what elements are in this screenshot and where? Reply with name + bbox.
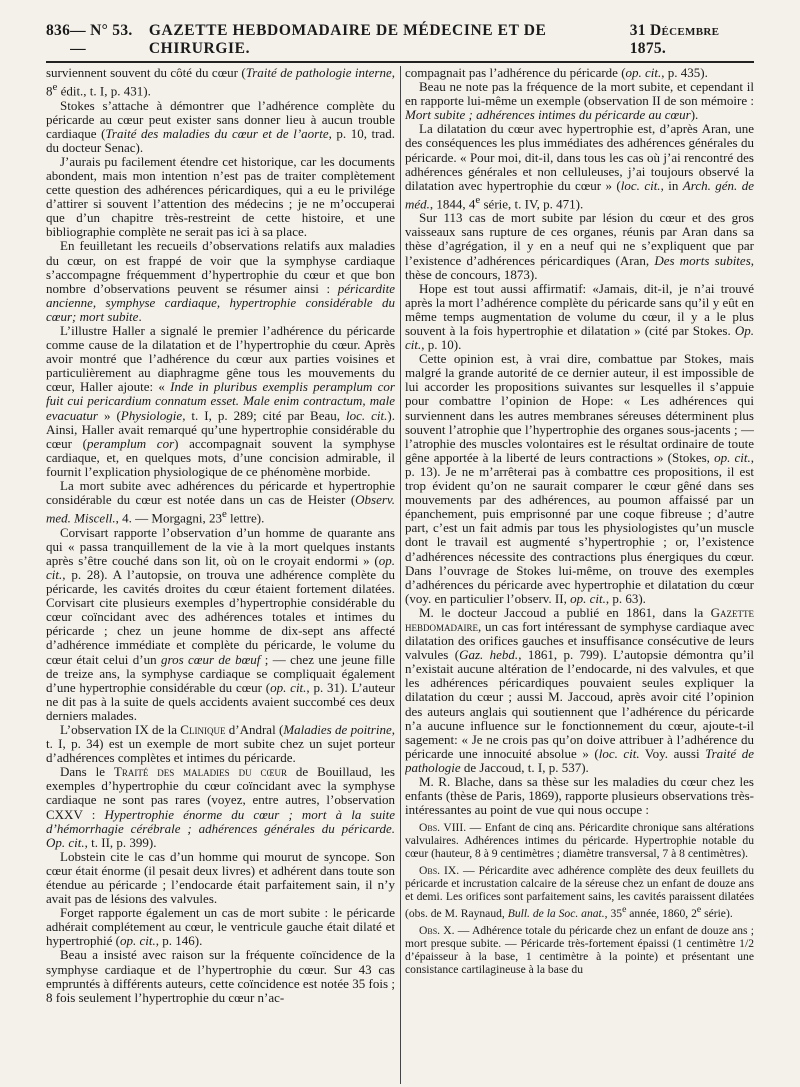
paragraph: M. le docteur Jaccoud a publié en 1861, dans la Gazette hebdomadaire, un cas fort intéressant de symphyse cardiaque avec dilatation des orifices gauches et insuffisance consécutive de leurs valvules (Gaz. hebd., 1861, p. 799). L’autopsie démontra qu’il n’existait aucune altération de l’endocarde, ni des valvules, et que les adhérences péricardiques pouvaient seules expliquer la dilatation du cœur ; aussi M. Jaccoud, après avoir cité l’opinion des auteurs anglais qui soutiennent que l’adhérence du péricarde n’a aucune influence sur le fonctionnement du cœur, ajoute-t-il sagement: « Je ne crois pas qu’on doive attribuer à l’adhérence du péricarde une innocuité absolue » (loc. cit. Voy. aussi Traité de pathologie de Jaccoud, t. I, p. 537). [405,604,754,775]
two-column-body [46,66,754,1086]
right-column [405,66,754,1086]
paragraph: Beau a insisté avec raison sur la fréquente coïncidence de la symphyse cardiaque et de l’hypertrophie du cœur. Sur 43 cas empruntés à différents auteurs, cette coïncidence est notée 35 fois ; 8 fois seulement l’hypertrophie du cœur n’ac- [46,947,395,1005]
column-divider [400,66,401,1084]
paragraph: En feuilletant les recueils d’observations relatifs aux maladies du cœur, on est frappé de voir que la symphyse cardiaque s’accompagne fréquemment d’hypertrophie du cœur et que bon nombre d’observations peuvent se résumer ainsi : péricardite ancienne, symphyse cardiaque, hypertrophie considérable du cœur; mort subite. [46,238,395,324]
paragraph: surviennent souvent du côté du cœur (Traité de pathologie interne, 8e édit., t. I, p. 431). [46,66,395,99]
date-day: 31 [629,22,646,39]
left-column [46,66,395,1086]
paragraph: La dilatation du cœur avec hypertrophie est, d’après Aran, une des conséquences les plus immédiates des adhérences générales du péricarde. « Pour moi, dit-il, dans tous les cas où j’ai rencontré des adhérences générales et non celluleuses, j’ai toujours observé la dilatation avec hypertrophie du cœur » (loc. cit., in Arch. gén. de méd., 1844, 4e série, t. IV, p. 471). [405,121,754,212]
paragraph: Corvisart rapporte l’observation d’un homme de quarante ans qui « passa tranquillement de la vie à la mort quelques instants après s’être couché dans son lit, où on le croyait endormi » (op. cit., p. 28). A l’autopsie, on trouva une adhérence complète du péricarde, les cavités droites du cœur étaient fortement dilatées. Corvisart cite plusieurs exemples d’hypertrophie considérable du cœur coïncidant avec des adhérences totales et intimes du péricarde ; chez un jeune homme de dix-sept ans affecté d’adhérence immédiate et complète du péricarde, le volume du cœur était celui d’un gros cœur de bœuf ; — chez une jeune fille de treize ans, la symphyse cardiaque se compliquait également d’une hypertrophie considérable du cœur (op. cit., p. 31). L’auteur ne dit pas à la suite de quels accidents avaient succombé ces deux derniers malades. [46,524,395,723]
observation-note: Obs. VIII. — Enfant de cinq ans. Péricardite chronique sans altérations valvulaires. Adhérences intimes du péricarde. Hypertrophie notable du cœur (hauteur, 8 à 9 centimètres ; diamètre transversal, 7 à 8 centimètres). [405,821,754,861]
paragraph: Stokes s’attache à démontrer que l’adhérence complète du péricarde au cœur peut exister sans donner lieu à aucun trouble cardiaque (Traité des maladies du cœur et de l’aorte, p. 10, trad. du docteur Senac). [46,97,395,155]
date-month: Décembre [650,22,720,39]
observation-note: Obs. X. — Adhérence totale du péricarde chez un enfant de douze ans ; mort presque subite. — Péricarde très-fortement épaissi (1 centimètre 1/2 d’épaisseur à la base, 1 centimètre à la pointe) et présentant une consistance cartilagineuse à la base du [405,924,754,977]
paragraph: L’observation IX de la Clinique d’Andral (Maladies de poitrine, t. I, p. 34) est un exemple de mort subite chez un sujet porteur d’adhérences complètes et intimes du péricarde. [46,721,395,766]
paragraph: Dans le Traité des maladies du cœur de Bouillaud, les exemples d’hypertrophie du cœur coïncidant avec la symphyse cardiaque ne sont pas rares (voyez, entre autres, l’observation CXXV : Hypertrophie énorme du cœur ; mort à la suite d’hémorrhagie cérébrale ; adhérences générales du péricarde. Op. cit., t. II, p. 399). [46,764,395,850]
journal-title: GAZETTE HEBDOMADAIRE DE MÉDECINE ET DE CHIRURGIE. [148,22,547,57]
paragraph: Beau ne note pas la fréquence de la mort subite, et cependant il en rapporte lui-même un exemple (observation II de son mémoire : Mort subite ; adhérences intimes du péricarde au cœur). [405,79,754,123]
running-header [46,22,754,63]
observation-note: Obs. IX. — Péricardite avec adhérence complète des deux feuillets du péricarde et incrustation calcaire de la séreuse chez un enfant de douze ans et demi. Les orifices sont parfaitement sains, les cavités paraissent dilatées (obs. de M. Raynaud, Bull. de la Soc. anat., 35e année, 1860, 2e série). [405,864,754,921]
date-year: 1875. [629,40,667,57]
paragraph: J’aurais pu facilement étendre cet historique, car les documents abondent, mais mon intention n’est pas de traiter complètement cette question des adhérences péricardiques, qui a eu le privilége d’attirer si souvent l’attention des médecins ; je ne m’occuperai que d’un chapitre très-restreint de cette histoire, et une bibliographie complète ne serait pas ici à sa place. [46,153,395,240]
page-number: 836 [46,22,71,39]
paragraph: Cette opinion est, à vrai dire, combattue par Stokes, mais malgré la grande autorité de ce dernier auteur, il est impossible de lui accorder les propositions suivantes sur lesquelles il s’appuie pour combattre l’opinion de Hope: « Les adhérences qui surviennent dans les autres membranes séreuses déterminent plus souvent l’atrophie que l’hypertrophie des organes sous-jacents ; — l’atrophie des muscles volontaires est le résultat ordinaire de toute gêne apportée à la liberté de leurs contractions » (Stokes, op. cit., p. 13). Je ne m’arrêterai pas à combattre ces propositions, il est trop évident qu’on ne saurait comparer le cœur gêné dans ses mouvements par des adhérences, au poumon affaissé par un épanchement, puis emprisonné par une coque fibreuse ; d’autre part, c’est un fait admis par tous les physiologistes qu’un muscle dont le travail est augmenté s’hypertrophie ; or, l’existence d’adhérences nécessite des contractions plus énergiques du cœur. Dans l’ouvrage de Stokes lui-même, on trouve des exemples d’adhérences du péricarde avec hypertrophie et dilatation du cœur (voy. en particulier l’observ. II, op. cit., p. 63). [405,351,754,606]
issue-date [630,22,754,58]
paragraph: L’illustre Haller a signalé le premier l’adhérence du péricarde comme cause de la dilatation et de l’hypertrophie du cœur. Après avoir montré que l’adhérence du cœur aux parties voisines et particulièrement au diaphragme gêne tous les mouvements du cœur, Haller ajoute: « Inde in pluribus exemplis peramplum cor fuit cui pericardium connatum esset. Male enim contractum, male evacuatur » (Physiologie, t. I, p. 289; cité par Beau, loc. cit.). Ainsi, Haller avait remarqué qu’une hypertrophie considérable du cœur (peramplum cor) accompagnait souvent la symphyse cardiaque, et, en quelques mots, d’une concision admirable, il fournit l’explication physiologique de ce phénomène morbide. [46,323,395,479]
paragraph: compagnait pas l’adhérence du péricarde (op. cit., p. 435). [405,66,708,80]
paragraph: Lobstein cite le cas d’un homme qui mourut de syncope. Son cœur était énorme (il pesait deux livres) et adhérent dans toute son étendue au péricarde ; l’endocarde était parfaitement sain, il n’y avait pas de lésions des valvules. [46,848,395,907]
paragraph: M. R. Blache, dans sa thèse sur les maladies du cœur chez les enfants (thèse de Paris, 1869), rapporte plusieurs observations très-intéressantes au point de vue qui nous occupe : [405,774,754,818]
paragraph: Hope est tout aussi affirmatif: «Jamais, dit-il, je n’ai trouvé après la mort l’adhérence complète du péricarde sans qu’il y eût en même temps augmentation de volume du cœur, il y a le plus souvent à la fois hypertrophie et dilatation » (cité par Stokes. Op. cit., p. 10). [405,280,754,353]
issue-number: — N° 53. — [70,22,133,57]
paragraph: Sur 113 cas de mort subite par lésion du cœur et des gros vaisseaux sans rupture de ces organes, réunis par Aran dans sa thèse d’agrégation, il y en a neuf qui ne s’expliquent que par l’existence d’adhérences péricardiques (Aran, Des morts subites, thèse de concours, 1873). [405,210,754,282]
paragraph: Forget rapporte également un cas de mort subite : le péricarde adhérait complétement au cœur, le ventricule gauche était dilaté et hypertrophié (op. cit., p. 146). [46,905,395,949]
paragraph: La mort subite avec adhérences du péricarde et hypertrophie considérable du cœur est notée dans un cas de Heister (Observ. med. Miscell., 4. — Morgagni, 23e lettre). [46,478,395,526]
